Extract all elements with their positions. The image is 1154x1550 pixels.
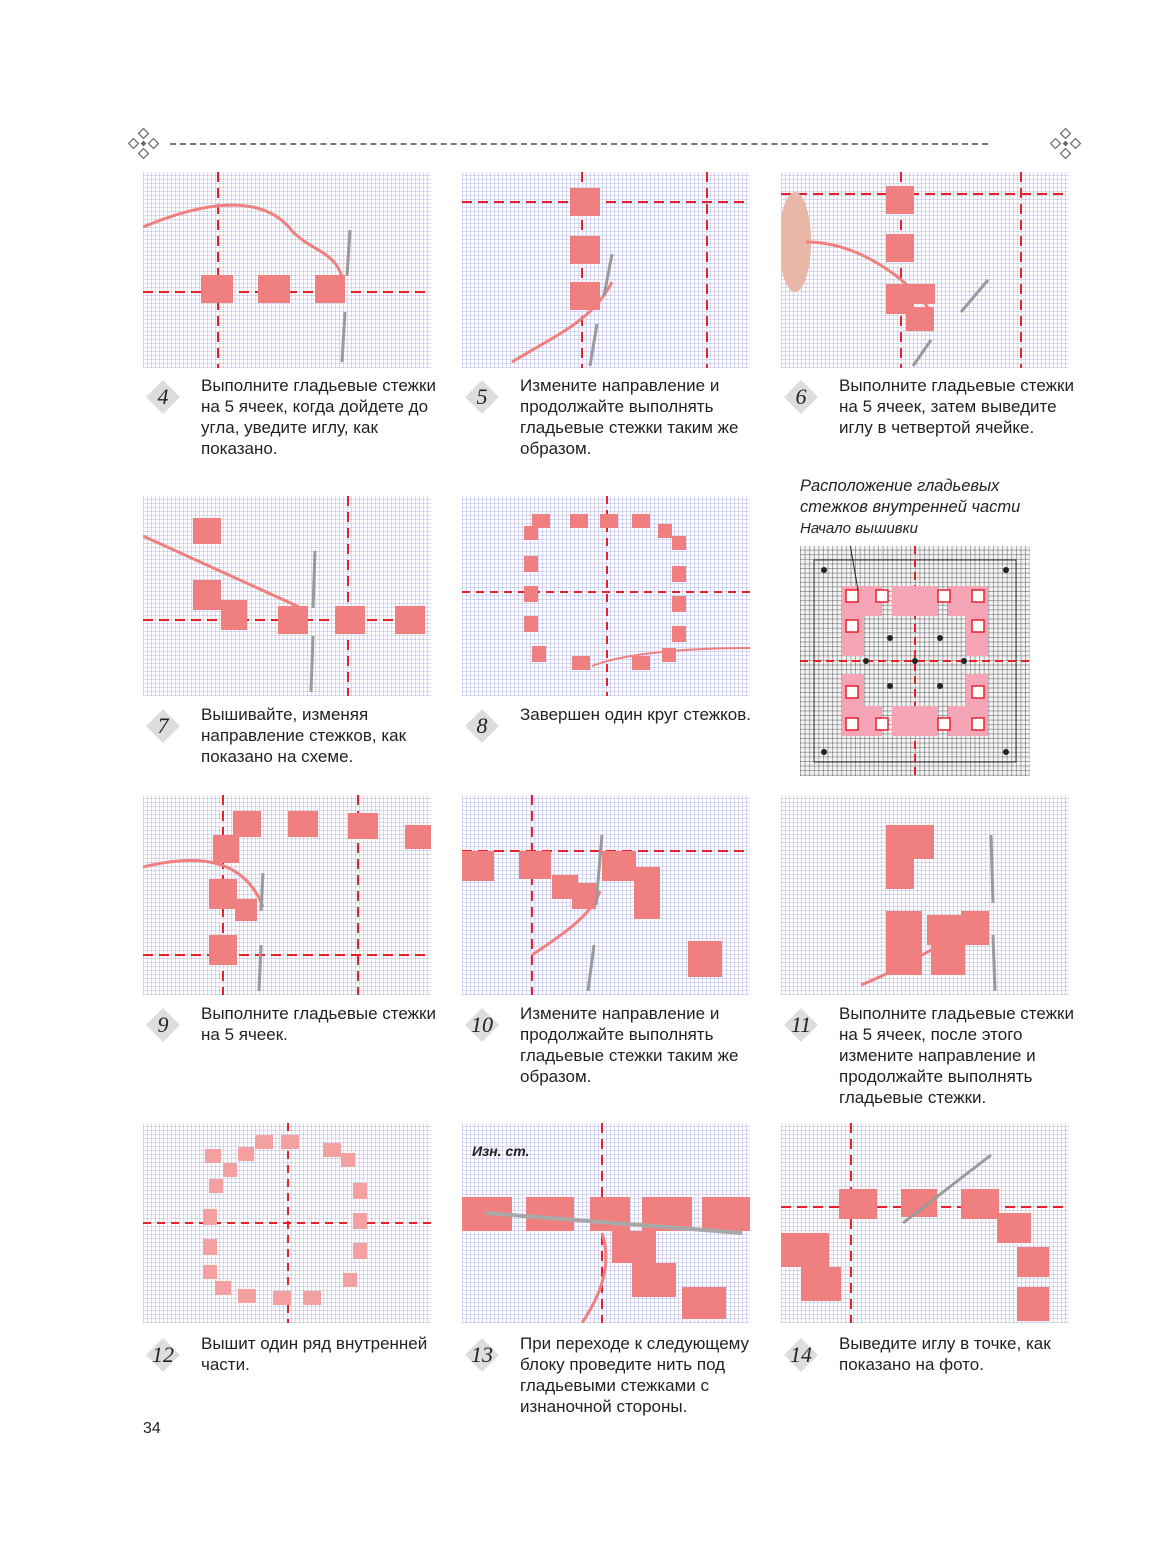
diagram-start-label: Начало вышивки <box>800 520 918 537</box>
step-number-badge: 5 <box>466 381 498 413</box>
step-caption: Выведите иглу в точке, как показано на фото. <box>839 1334 1051 1374</box>
photo-step-9 <box>143 795 431 995</box>
photo-step-14 <box>781 1123 1069 1323</box>
step-number-badge: 8 <box>466 710 498 742</box>
step-caption: Измените направление и продолжайте выполнять гладьевые стежки таким же образом. <box>520 1004 739 1086</box>
step-caption: Завершен один круг стежков. <box>520 705 751 724</box>
diagram-title: Расположение гладьевых стежков внутренней части <box>800 477 1021 516</box>
step-number-badge: 10 <box>466 1009 498 1041</box>
photo-step-8 <box>462 496 750 696</box>
photo-step-10 <box>462 795 750 995</box>
step-caption: Выполните гладьевые стежки на 5 ячеек, когда дойдете до угла, уведите иглу, как показано. <box>201 376 436 458</box>
step-caption: Выполните гладьевые стежки на 5 ячеек, затем выведите иглу в четвертой ячейке. <box>839 376 1074 437</box>
ornament-right-icon <box>1050 128 1082 160</box>
photo-step-7 <box>143 496 431 696</box>
photo-step-5 <box>462 172 750 368</box>
step-number-badge: 9 <box>147 1009 179 1041</box>
photo-step-12 <box>143 1123 431 1323</box>
step-caption: Выполните гладьевые стежки на 5 ячеек. <box>201 1004 436 1044</box>
step-number-badge: 14 <box>785 1339 817 1371</box>
step-number-badge: 13 <box>466 1339 498 1371</box>
header-dashed-rule <box>170 143 988 145</box>
page-number: 34 <box>143 1420 161 1437</box>
step-caption: Выполните гладьевые стежки на 5 ячеек, после этого измените направление и продолжайте выполнять гладьевые стежки. <box>839 1004 1074 1107</box>
step-number-badge: 12 <box>147 1339 179 1371</box>
stitch-diagram <box>800 546 1030 776</box>
photo-13-label: Изн. ст. <box>472 1143 530 1159</box>
step-number-badge: 4 <box>147 381 179 413</box>
step-caption: Вышивайте, изменяя направление стежков, как показано на схеме. <box>201 705 407 766</box>
photo-step-4 <box>143 172 431 368</box>
photo-step-6 <box>781 172 1069 368</box>
step-number-badge: 11 <box>785 1009 817 1041</box>
step-caption: Вышит один ряд внутренней части. <box>201 1334 428 1374</box>
ornament-left-icon <box>128 128 160 160</box>
step-caption: Измените направление и продолжайте выполнять гладьевые стежки таким же образом. <box>520 376 739 458</box>
step-number-badge: 6 <box>785 381 817 413</box>
step-number-badge: 7 <box>147 710 179 742</box>
step-caption: При переходе к следующему блоку проведите нить под гладьевыми стежками с изнаночной стороны. <box>520 1334 750 1416</box>
photo-step-11 <box>781 795 1069 995</box>
